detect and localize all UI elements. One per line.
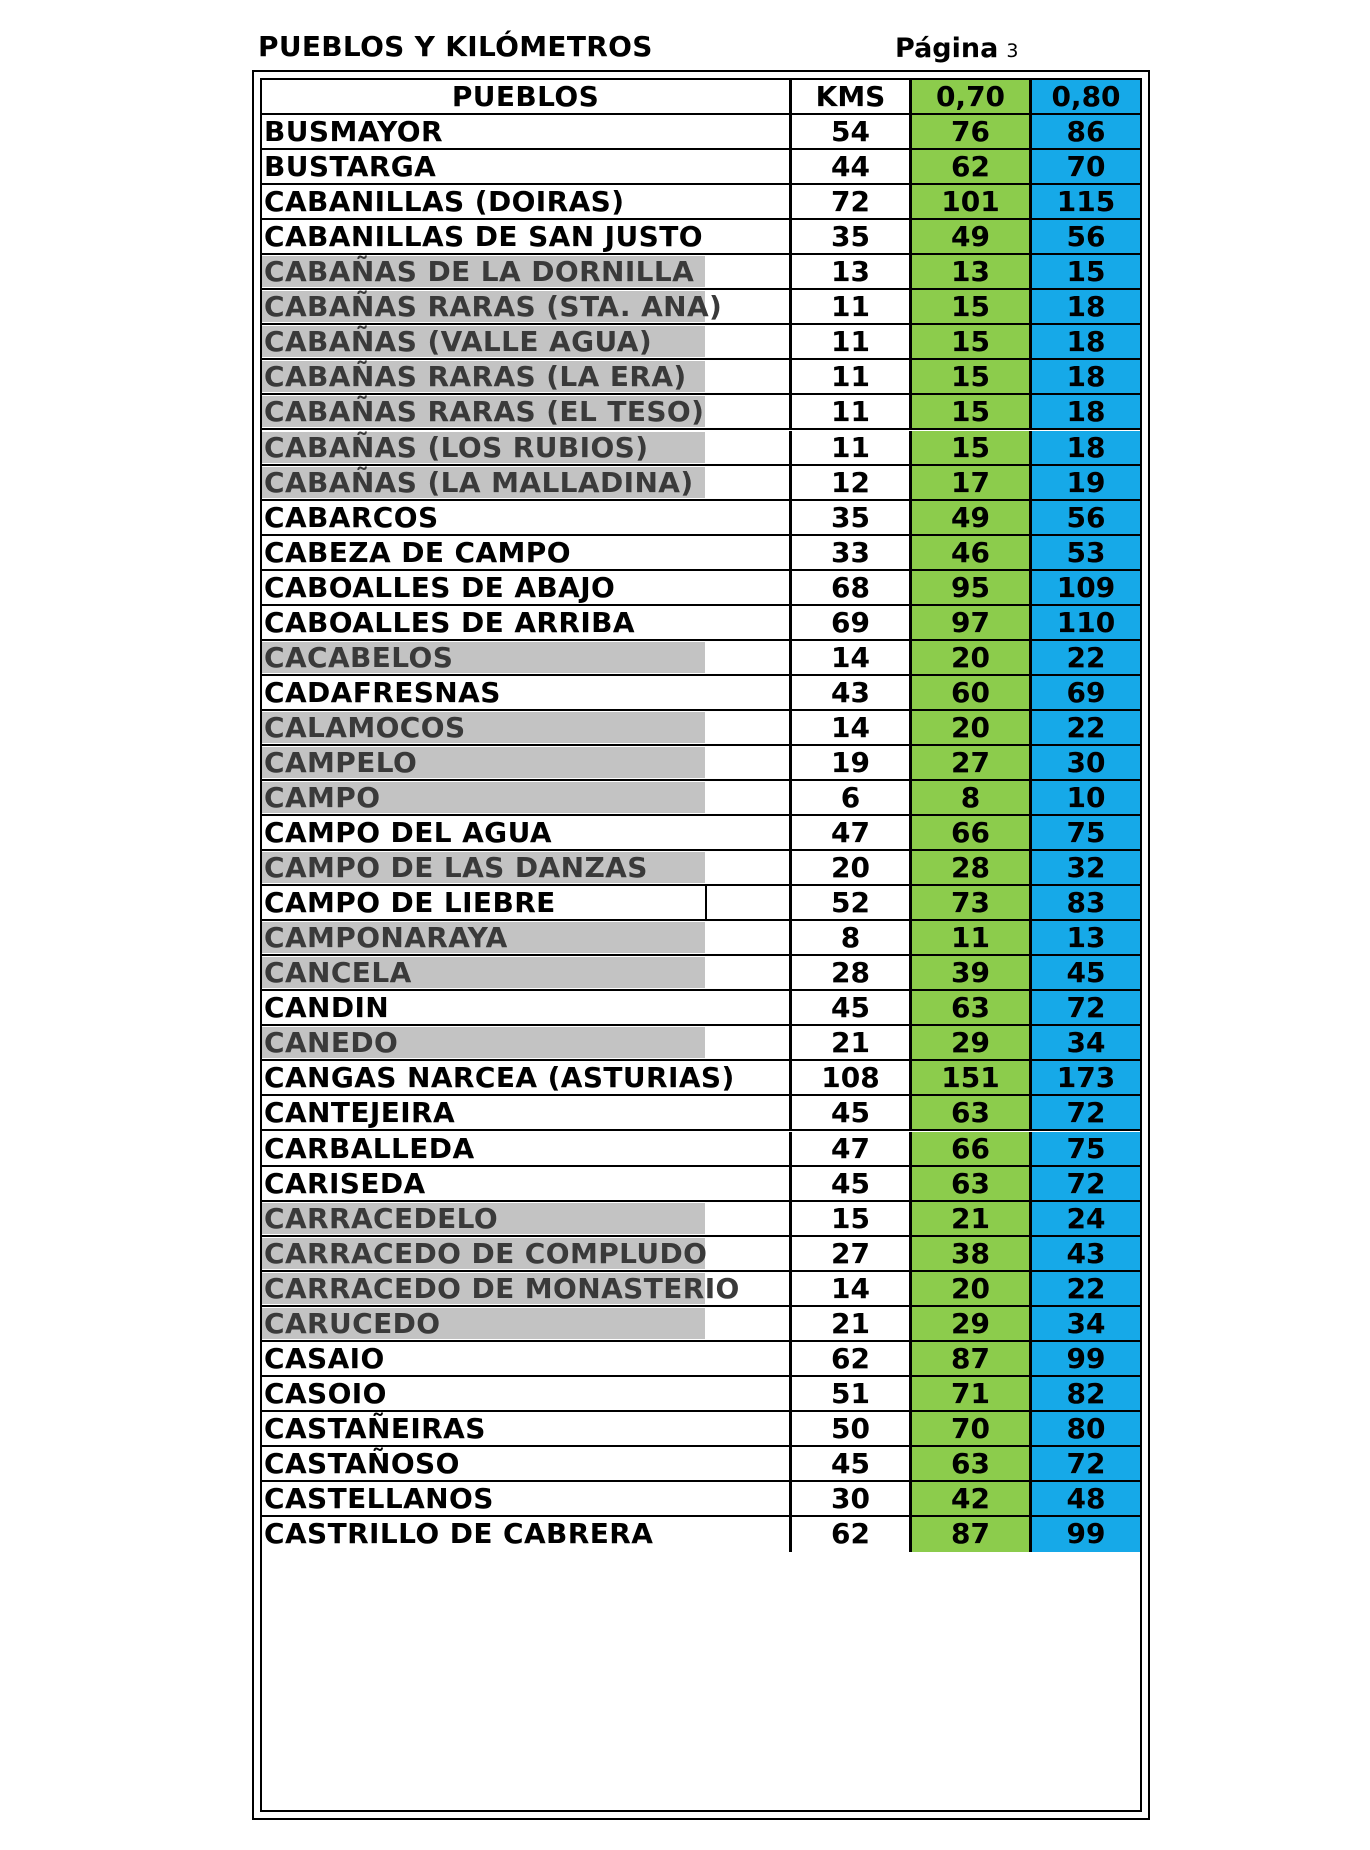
price-070-value: 15: [912, 290, 1032, 323]
pueblo-cell: [262, 571, 792, 604]
kms-value: 45: [792, 1167, 912, 1200]
price-070-value: 38: [912, 1237, 1032, 1270]
kms-value: 14: [792, 711, 912, 744]
pueblo-cell: [262, 325, 792, 358]
price-070-value: 49: [912, 501, 1032, 534]
pueblo-name: CABAÑAS RARAS (LA ERA): [264, 360, 687, 394]
price-070-value: 21: [912, 1202, 1032, 1235]
table-row: [262, 1096, 1140, 1131]
pueblo-name: BUSMAYOR: [264, 115, 443, 149]
pueblo-name: CAMPO DE LIEBRE: [264, 886, 556, 920]
pueblo-cell: [262, 220, 792, 253]
price-070-value: 66: [912, 1132, 1032, 1165]
price-080-value: 110: [1032, 606, 1140, 639]
header-price-080: 0,80: [1032, 80, 1140, 113]
pueblo-cell: [262, 711, 792, 744]
pueblo-cell: [262, 886, 792, 919]
pueblo-cell: [262, 1447, 792, 1480]
distance-table: [260, 78, 1142, 1812]
table-row: [262, 1026, 1140, 1061]
price-080-value: 75: [1032, 1132, 1140, 1165]
price-080-value: 53: [1032, 536, 1140, 569]
pueblo-name: CASTAÑOSO: [264, 1446, 460, 1480]
pueblo-cell: [262, 1026, 792, 1059]
pueblo-name: CARUCEDO: [264, 1306, 441, 1340]
price-080-value: 173: [1032, 1061, 1140, 1094]
pueblo-cell: [262, 1237, 792, 1270]
table-row: [262, 255, 1140, 290]
price-070-value: 87: [912, 1342, 1032, 1375]
table-row: [262, 431, 1140, 466]
kms-value: 19: [792, 746, 912, 779]
price-080-value: 18: [1032, 325, 1140, 358]
pueblo-cell: [262, 1482, 792, 1515]
table-row: [262, 360, 1140, 395]
pueblo-cell: [262, 1307, 792, 1340]
kms-value: 30: [792, 1482, 912, 1515]
kms-value: 62: [792, 1342, 912, 1375]
pueblo-name: CARRACEDO DE MONASTERIO: [264, 1271, 740, 1305]
kms-value: 45: [792, 991, 912, 1024]
pueblo-name: CANGAS NARCEA (ASTURIAS): [264, 1061, 735, 1095]
price-080-value: 15: [1032, 255, 1140, 288]
pueblo-cell: [262, 185, 792, 218]
table-row: [262, 395, 1140, 430]
kms-value: 52: [792, 886, 912, 919]
price-070-value: 63: [912, 991, 1032, 1024]
price-080-value: 72: [1032, 1447, 1140, 1480]
price-070-value: 97: [912, 606, 1032, 639]
kms-value: 13: [792, 255, 912, 288]
price-080-value: 82: [1032, 1377, 1140, 1410]
pueblo-name: CASTRILLO DE CABRERA: [264, 1517, 654, 1551]
price-080-value: 99: [1032, 1342, 1140, 1375]
table-row: [262, 991, 1140, 1026]
price-070-value: 60: [912, 676, 1032, 709]
price-070-value: 15: [912, 360, 1032, 393]
pueblo-cell: [262, 431, 792, 464]
table-row: [262, 1482, 1140, 1517]
table-row: [262, 185, 1140, 220]
table-row: [262, 676, 1140, 711]
pueblo-cell: [262, 641, 792, 674]
table-row: [262, 466, 1140, 501]
pueblo-name: BUSTARGA: [264, 150, 437, 184]
price-080-value: 72: [1032, 1096, 1140, 1129]
price-070-value: 11: [912, 921, 1032, 954]
table-row: [262, 115, 1140, 150]
price-080-value: 83: [1032, 886, 1140, 919]
pueblo-cell: [262, 536, 792, 569]
price-080-value: 109: [1032, 571, 1140, 604]
price-080-value: 56: [1032, 220, 1140, 253]
kms-value: 43: [792, 676, 912, 709]
pueblo-name: CAMPO: [264, 781, 381, 814]
price-080-value: 22: [1032, 711, 1140, 744]
pueblo-cell: [262, 466, 792, 499]
price-070-value: 13: [912, 255, 1032, 288]
pueblo-name: CABANILLAS (DOIRAS): [264, 185, 625, 219]
pueblo-cell: [262, 676, 792, 709]
pueblo-name: CAMPO DEL AGUA: [264, 816, 552, 850]
kms-value: 47: [792, 816, 912, 849]
kms-value: 47: [792, 1132, 912, 1165]
table-row: [262, 1412, 1140, 1447]
price-070-value: 20: [912, 641, 1032, 674]
price-070-value: 151: [912, 1061, 1032, 1094]
kms-value: 20: [792, 851, 912, 884]
pueblo-name: CARBALLEDA: [264, 1131, 475, 1165]
price-070-value: 29: [912, 1026, 1032, 1059]
price-080-value: 22: [1032, 1272, 1140, 1305]
price-080-value: 72: [1032, 1167, 1140, 1200]
kms-value: 108: [792, 1061, 912, 1094]
table-row: [262, 1132, 1140, 1167]
pueblo-cell: [262, 816, 792, 849]
pueblo-name: CABANILLAS DE SAN JUSTO: [264, 220, 703, 254]
pueblo-cell: [262, 360, 792, 393]
price-080-value: 22: [1032, 641, 1140, 674]
pueblo-cell: [262, 255, 792, 288]
price-070-value: 66: [912, 816, 1032, 849]
price-070-value: 62: [912, 150, 1032, 183]
price-070-value: 15: [912, 431, 1032, 464]
pueblo-name: CASOIO: [264, 1376, 387, 1410]
pueblo-name: CALAMOCOS: [264, 710, 466, 744]
kms-value: 11: [792, 431, 912, 464]
price-070-value: 71: [912, 1377, 1032, 1410]
price-070-value: 101: [912, 185, 1032, 218]
pueblo-cell: [262, 781, 792, 814]
price-070-value: 63: [912, 1447, 1032, 1480]
price-080-value: 30: [1032, 746, 1140, 779]
price-070-value: 29: [912, 1307, 1032, 1340]
pueblo-cell: [262, 1132, 792, 1165]
kms-value: 15: [792, 1202, 912, 1235]
table-frame: [252, 70, 1150, 1820]
kms-value: 45: [792, 1096, 912, 1129]
pueblo-name: CANDIN: [264, 991, 390, 1025]
pueblo-cell: [262, 1096, 792, 1129]
price-080-value: 86: [1032, 115, 1140, 148]
kms-value: 62: [792, 1517, 912, 1552]
table-row: [262, 1237, 1140, 1272]
price-080-value: 19: [1032, 466, 1140, 499]
pueblo-cell: [262, 746, 792, 779]
pueblo-name: CANEDO: [264, 1026, 399, 1060]
pueblo-cell: [262, 956, 792, 989]
kms-value: 11: [792, 290, 912, 323]
kms-value: 21: [792, 1026, 912, 1059]
pueblo-cell: [262, 991, 792, 1024]
kms-value: 12: [792, 466, 912, 499]
pueblo-cell: [262, 1342, 792, 1375]
kms-value: 14: [792, 641, 912, 674]
kms-value: 21: [792, 1307, 912, 1340]
pueblo-name: CARISEDA: [264, 1166, 426, 1200]
table-row: [262, 150, 1140, 185]
kms-value: 51: [792, 1377, 912, 1410]
price-070-value: 42: [912, 1482, 1032, 1515]
table-row: [262, 851, 1140, 886]
table-row: [262, 886, 1140, 921]
kms-value: 54: [792, 115, 912, 148]
pueblo-name: CABAÑAS (LA MALLADINA): [264, 465, 694, 499]
table-row: [262, 1447, 1140, 1482]
page-number: 3: [1006, 40, 1019, 62]
pueblo-cell: [262, 851, 792, 884]
header-pueblos-label: PUEBLOS: [451, 80, 600, 113]
pueblo-cell: [262, 1377, 792, 1410]
kms-value: 6: [792, 781, 912, 814]
price-080-value: 32: [1032, 851, 1140, 884]
kms-value: 35: [792, 501, 912, 534]
pueblo-name: CABARCOS: [264, 500, 439, 534]
kms-value: 72: [792, 185, 912, 218]
kms-value: 14: [792, 1272, 912, 1305]
table-grid: [262, 80, 1140, 1810]
price-080-value: 72: [1032, 991, 1140, 1024]
price-070-value: 63: [912, 1167, 1032, 1200]
pueblo-name: CACABELOS: [264, 640, 454, 674]
pueblo-name: CASTAÑEIRAS: [264, 1411, 486, 1445]
pueblo-name: CABAÑAS (LOS RUBIOS): [264, 430, 649, 464]
table-row: [262, 956, 1140, 991]
kms-value: 69: [792, 606, 912, 639]
price-080-value: 99: [1032, 1517, 1140, 1552]
pueblo-name: CABAÑAS RARAS (EL TESO): [264, 395, 705, 429]
table-row: [262, 711, 1140, 746]
pueblo-cell: [262, 1412, 792, 1445]
table-row: [262, 571, 1140, 606]
price-080-value: 115: [1032, 185, 1140, 218]
pueblo-name: CASTELLANOS: [264, 1482, 494, 1515]
kms-value: 68: [792, 571, 912, 604]
pueblo-name: CABAÑAS DE LA DORNILLA: [264, 255, 695, 289]
header-pueblos: [262, 80, 792, 113]
table-row: [262, 816, 1140, 851]
price-070-value: 49: [912, 220, 1032, 253]
table-row: [262, 1342, 1140, 1377]
pueblo-cell: [262, 1061, 792, 1094]
price-080-value: 10: [1032, 781, 1140, 814]
pueblo-cell: [262, 290, 792, 323]
table-row: [262, 746, 1140, 781]
price-070-value: 8: [912, 781, 1032, 814]
price-070-value: 95: [912, 571, 1032, 604]
price-080-value: 43: [1032, 1237, 1140, 1270]
kms-value: 35: [792, 220, 912, 253]
price-070-value: 20: [912, 1272, 1032, 1305]
pueblo-name: CASAIO: [264, 1341, 385, 1375]
table-row: [262, 1061, 1140, 1096]
pueblo-name: CAMPO DE LAS DANZAS: [264, 851, 648, 885]
price-080-value: 24: [1032, 1202, 1140, 1235]
pueblo-name: CABAÑAS (VALLE AGUA): [264, 325, 653, 359]
price-080-value: 45: [1032, 956, 1140, 989]
pueblo-cell: [262, 606, 792, 639]
kms-value: 50: [792, 1412, 912, 1445]
pueblo-cell: [262, 1517, 792, 1552]
pueblo-name: CAMPONARAYA: [264, 921, 508, 955]
table-row: [262, 1167, 1140, 1202]
kms-value: 44: [792, 150, 912, 183]
table-row: [262, 1202, 1140, 1237]
price-070-value: 76: [912, 115, 1032, 148]
price-080-value: 18: [1032, 431, 1140, 464]
price-070-value: 27: [912, 746, 1032, 779]
header-kms: KMS: [792, 80, 912, 113]
pueblo-name: CARRACEDO DE COMPLUDO: [264, 1236, 708, 1270]
price-080-value: 18: [1032, 360, 1140, 393]
table-row: [262, 501, 1140, 536]
price-080-value: 34: [1032, 1026, 1140, 1059]
price-080-value: 18: [1032, 395, 1140, 428]
page-word: Página: [895, 33, 999, 64]
header-price-070: 0,70: [912, 80, 1032, 113]
table-row: [262, 220, 1140, 255]
table-row: [262, 325, 1140, 360]
table-header-row: [262, 80, 1140, 115]
price-070-value: 20: [912, 711, 1032, 744]
price-070-value: 70: [912, 1412, 1032, 1445]
price-070-value: 73: [912, 886, 1032, 919]
kms-value: 27: [792, 1237, 912, 1270]
pueblo-name: CABEZA DE CAMPO: [264, 535, 571, 569]
pueblo-name: CAMPELO: [264, 745, 418, 779]
kms-value: 11: [792, 325, 912, 358]
pueblo-cell: [262, 921, 792, 954]
table-row: [262, 1377, 1140, 1412]
price-070-value: 15: [912, 395, 1032, 428]
table-row: [262, 1307, 1140, 1342]
price-070-value: 15: [912, 325, 1032, 358]
pueblo-cell: [262, 1202, 792, 1235]
price-080-value: 13: [1032, 921, 1140, 954]
price-080-value: 18: [1032, 290, 1140, 323]
kms-value: 11: [792, 360, 912, 393]
kms-value: 28: [792, 956, 912, 989]
price-080-value: 70: [1032, 150, 1140, 183]
price-070-value: 87: [912, 1517, 1032, 1552]
pueblo-cell: [262, 1167, 792, 1200]
pueblo-name: CADAFRESNAS: [264, 675, 501, 709]
kms-value: 45: [792, 1447, 912, 1480]
price-070-value: 63: [912, 1096, 1032, 1129]
kms-value: 8: [792, 921, 912, 954]
kms-value: 33: [792, 536, 912, 569]
price-080-value: 80: [1032, 1412, 1140, 1445]
pueblo-name: CANTEJEIRA: [264, 1096, 456, 1130]
pueblo-cell: [262, 395, 792, 428]
page-indicator: [895, 33, 1018, 64]
table-row: [262, 536, 1140, 571]
price-070-value: 28: [912, 851, 1032, 884]
pueblo-name: CABOALLES DE ARRIBA: [264, 605, 635, 639]
pueblo-cell: [262, 1272, 792, 1305]
price-080-value: 56: [1032, 501, 1140, 534]
document-title: PUEBLOS Y KILÓMETROS: [258, 30, 653, 63]
table-row: [262, 641, 1140, 676]
price-080-value: 75: [1032, 816, 1140, 849]
price-070-value: 39: [912, 956, 1032, 989]
table-row: [262, 606, 1140, 641]
price-080-value: 69: [1032, 676, 1140, 709]
pueblo-name: CANCELA: [264, 956, 412, 990]
price-070-value: 17: [912, 466, 1032, 499]
table-row: [262, 1517, 1140, 1552]
kms-value: 11: [792, 395, 912, 428]
pueblo-name: CARRACEDELO: [264, 1201, 499, 1235]
price-080-value: 48: [1032, 1482, 1140, 1515]
price-080-value: 34: [1032, 1307, 1140, 1340]
table-row: [262, 290, 1140, 325]
pueblo-cell: [262, 115, 792, 148]
pueblo-name: CABAÑAS RARAS (STA. ANA): [264, 290, 723, 324]
pueblo-cell: [262, 501, 792, 534]
price-070-value: 46: [912, 536, 1032, 569]
table-row: [262, 921, 1140, 956]
table-row: [262, 1272, 1140, 1307]
pueblo-name: CABOALLES DE ABAJO: [264, 570, 616, 604]
pueblo-cell: [262, 150, 792, 183]
table-row: [262, 781, 1140, 816]
